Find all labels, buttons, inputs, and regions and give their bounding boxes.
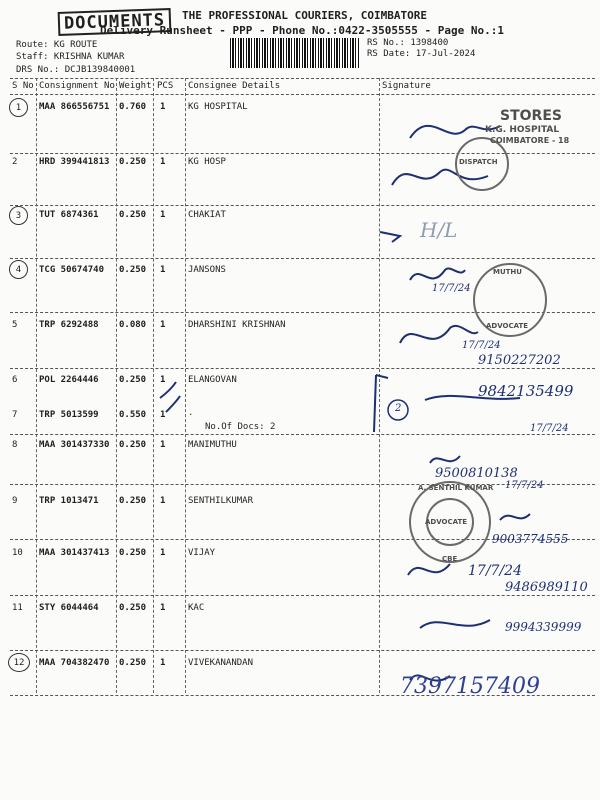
- pcs-4: 1: [160, 265, 166, 275]
- r1-stamp-line2: K.G. HOSPITAL: [485, 125, 560, 135]
- weight-5: 0.080: [119, 320, 147, 330]
- pcs-3: 1: [160, 210, 166, 220]
- consignee-8: MANIMUTHU: [188, 440, 237, 450]
- consignee-1: KG HOSPITAL: [188, 102, 248, 112]
- weight-3: 0.250: [119, 210, 147, 220]
- weight-8: 0.250: [119, 440, 147, 450]
- r1-stamp-line3: COIMBATORE - 18: [490, 136, 570, 145]
- consignment-9: TRP 1013471: [39, 496, 99, 506]
- route: Route: KG ROUTE: [16, 40, 98, 50]
- weight-1: 0.760: [119, 102, 147, 112]
- consignment-12: MAA 704382470: [39, 658, 110, 668]
- consignee-5: DHARSHINI KRISHNAN: [188, 320, 286, 330]
- weight-7: 0.550: [119, 410, 147, 420]
- consignee-12: VIVEKANANDAN: [188, 658, 254, 668]
- consignment-11: STY 6044464: [39, 603, 99, 613]
- r7-date: 17/7/24: [530, 423, 569, 434]
- r11-phone: 9994339999: [505, 620, 582, 634]
- weight-4: 0.250: [119, 265, 147, 275]
- pcs-7: 1: [160, 410, 166, 420]
- consignment-1: MAA 866556751: [39, 102, 110, 112]
- r9-seal-city: CBE: [442, 555, 458, 563]
- no-of-docs: No.Of Docs: 2: [205, 422, 276, 432]
- consignee-10: VIJAY: [188, 548, 216, 558]
- r6-phone: 9842135499: [478, 382, 574, 400]
- consignee-7: .: [188, 408, 194, 418]
- pcs-12: 1: [160, 658, 166, 668]
- header-consignee: Consignee Details: [188, 81, 281, 91]
- sno-11: 11: [12, 603, 23, 613]
- consignment-10: MAA 301437413: [39, 548, 110, 558]
- r4-seal: MUTHU: [493, 268, 522, 276]
- weight-10: 0.250: [119, 548, 147, 558]
- r5-phone: 9150227202: [478, 353, 561, 368]
- documents-stamp: DOCUMENTS: [58, 8, 172, 36]
- company-name: THE PROFESSIONAL COURIERS, COIMBATORE: [182, 9, 428, 22]
- sno-12: 12: [13, 657, 25, 668]
- drs-number: DRS No.: DCJB139840001: [16, 65, 136, 75]
- r12-phone: 7397157409: [400, 674, 540, 699]
- consignment-7: TRP 5013599: [39, 410, 99, 420]
- header-consignment: Consignment No: [39, 81, 115, 91]
- sno-8: 8: [12, 440, 18, 450]
- weight-9: 0.250: [119, 496, 147, 506]
- r9-seal-title: ADVOCATE: [425, 518, 468, 526]
- r8-date: 17/7/24: [505, 480, 544, 491]
- r7-circle: 2: [395, 403, 402, 414]
- header-pcs: PCS: [157, 81, 174, 91]
- sno-9: 9: [12, 496, 18, 506]
- r8-phone: 9500810138: [435, 466, 518, 481]
- consignee-4: JANSONS: [188, 265, 226, 275]
- rs-number: RS No.: 1398400: [367, 38, 449, 48]
- sno-4: 4: [15, 264, 22, 275]
- weight-11: 0.250: [119, 603, 147, 613]
- weight-6: 0.250: [119, 375, 147, 385]
- pcs-11: 1: [160, 603, 166, 613]
- sno-5: 5: [12, 320, 18, 330]
- pcs-5: 1: [160, 320, 166, 330]
- r5-date: 17/7/24: [462, 340, 501, 351]
- r10-date: 17/7/24: [468, 563, 522, 579]
- r5-seal: ADVOCATE: [486, 322, 529, 330]
- staff: Staff: KRISHNA KUMAR: [16, 52, 125, 62]
- r9-phone: 9003774555: [492, 532, 569, 546]
- pcs-6: 1: [160, 375, 166, 385]
- r1-stamp-line1: STORES: [500, 108, 562, 124]
- consignee-2: KG HOSP: [188, 157, 226, 167]
- pcs-8: 1: [160, 440, 166, 450]
- consignment-6: POL 2264446: [39, 375, 99, 385]
- r2-seal: DISPATCH: [459, 158, 498, 166]
- consignment-3: TUT 6874361: [39, 210, 99, 220]
- header-sno: S No: [12, 81, 34, 91]
- r3-note: H/L: [420, 218, 458, 242]
- sno-2: 2: [12, 157, 18, 167]
- pcs-2: 1: [160, 157, 166, 167]
- consignee-11: KAC: [188, 603, 205, 613]
- consignee-9: SENTHILKUMAR: [188, 496, 254, 506]
- consignee-3: CHAKIAT: [188, 210, 226, 220]
- consignment-8: MAA 301437330: [39, 440, 110, 450]
- sno-1: 1: [15, 102, 22, 113]
- consignment-4: TCG 50674740: [39, 265, 105, 275]
- consignment-2: HRD 399441813: [39, 157, 110, 167]
- header-signature: Signature: [382, 81, 431, 91]
- rs-date: RS Date: 17-Jul-2024: [367, 49, 476, 59]
- runsheet-title: Delivery Runsheet - PPP - Phone No.:0422-3505555 - Page No.:1: [100, 24, 504, 37]
- sno-10: 10: [12, 548, 23, 558]
- consignee-6: ELANGOVAN: [188, 375, 237, 385]
- r10-phone: 9486989110: [505, 580, 588, 595]
- pcs-10: 1: [160, 548, 166, 558]
- sno-6: 6: [12, 375, 18, 385]
- pcs-9: 1: [160, 496, 166, 506]
- r9-seal-name: A. SENTHIL KUMAR: [418, 484, 494, 492]
- pcs-1: 1: [160, 102, 166, 112]
- consignment-5: TRP 6292488: [39, 320, 99, 330]
- header-weight: Weight: [119, 81, 152, 91]
- weight-2: 0.250: [119, 157, 147, 167]
- sno-3: 3: [15, 210, 22, 221]
- sno-7: 7: [12, 410, 18, 420]
- weight-12: 0.250: [119, 658, 147, 668]
- r4-date: 17/7/24: [432, 283, 471, 294]
